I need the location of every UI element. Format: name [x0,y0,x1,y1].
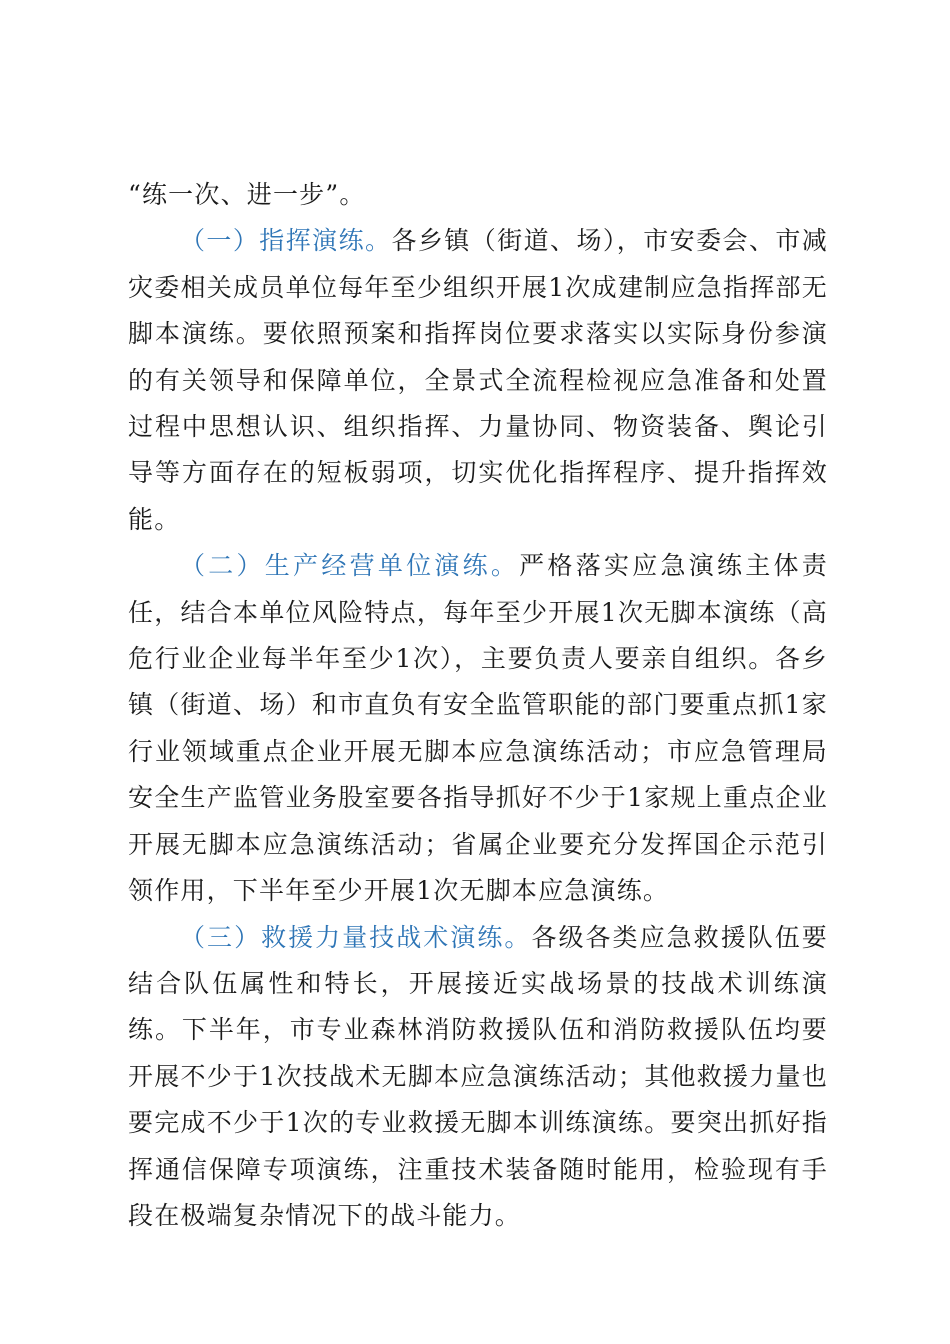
paragraph-text: 严格落实应急演练主体责任，结合本单位风险特点，每年至少开展1次无脚本演练（高危行业企业每半年至少1次），主要负责人要亲自组织。各乡镇（街道、场）和市直负有安全监管职能的部门要重点抓1家行业领域重点企业开展无脚本应急演练活动；市应急管理局安全生产监管业务股室要各指导抓好不少于1家规上重点企业开展无脚本应急演练活动；省属企业要充分发挥国企示范引领作用，下半年至少开展1次无脚本应急演练。 [128,551,829,906]
section-heading-enterprise-drill: （二）生产经营单位演练。 [180,551,520,581]
paragraph-text: 各乡镇（街道、场），市安委会、市减灾委相关成员单位每年至少组织开展1次成建制应急指挥部无脚本演练。要依照预案和指挥岗位要求落实以实际身份参演的有关领导和保障单位，全景式全流程检视应急准备和处置过程中思想认识、组织指挥、力量协同、物资装备、舆论引导等方面存在的短板弱项，切实优化指挥程序、提升指挥效能。 [128,226,828,534]
paragraph-command-drill [128,218,828,543]
section-heading-command-drill: （一）指挥演练。 [180,226,392,256]
section-heading-rescue-drill: （三）救援力量技战术演练。 [180,922,532,952]
paragraph-enterprise-drill [128,543,828,914]
paragraph-rescue-drill [128,915,828,1240]
paragraph-continuation [128,172,828,218]
paragraph-text: “练一次、进一步”。 [128,180,366,209]
document-body [128,172,828,1239]
paragraph-text: 各级各类应急救援队伍要结合队伍属性和特长，开展接近实战场景的技战术训练演练。下半年，市专业森林消防救援队伍和消防救援队伍均要开展不少于1次技战术无脚本应急演练活动；其他救援力量也要完成不少于1次的专业救援无脚本训练演练。要突出抓好指挥通信保障专项演练，注重技术装备随时能用，检验现有手段在极端复杂情况下的战斗能力。 [128,922,828,1230]
